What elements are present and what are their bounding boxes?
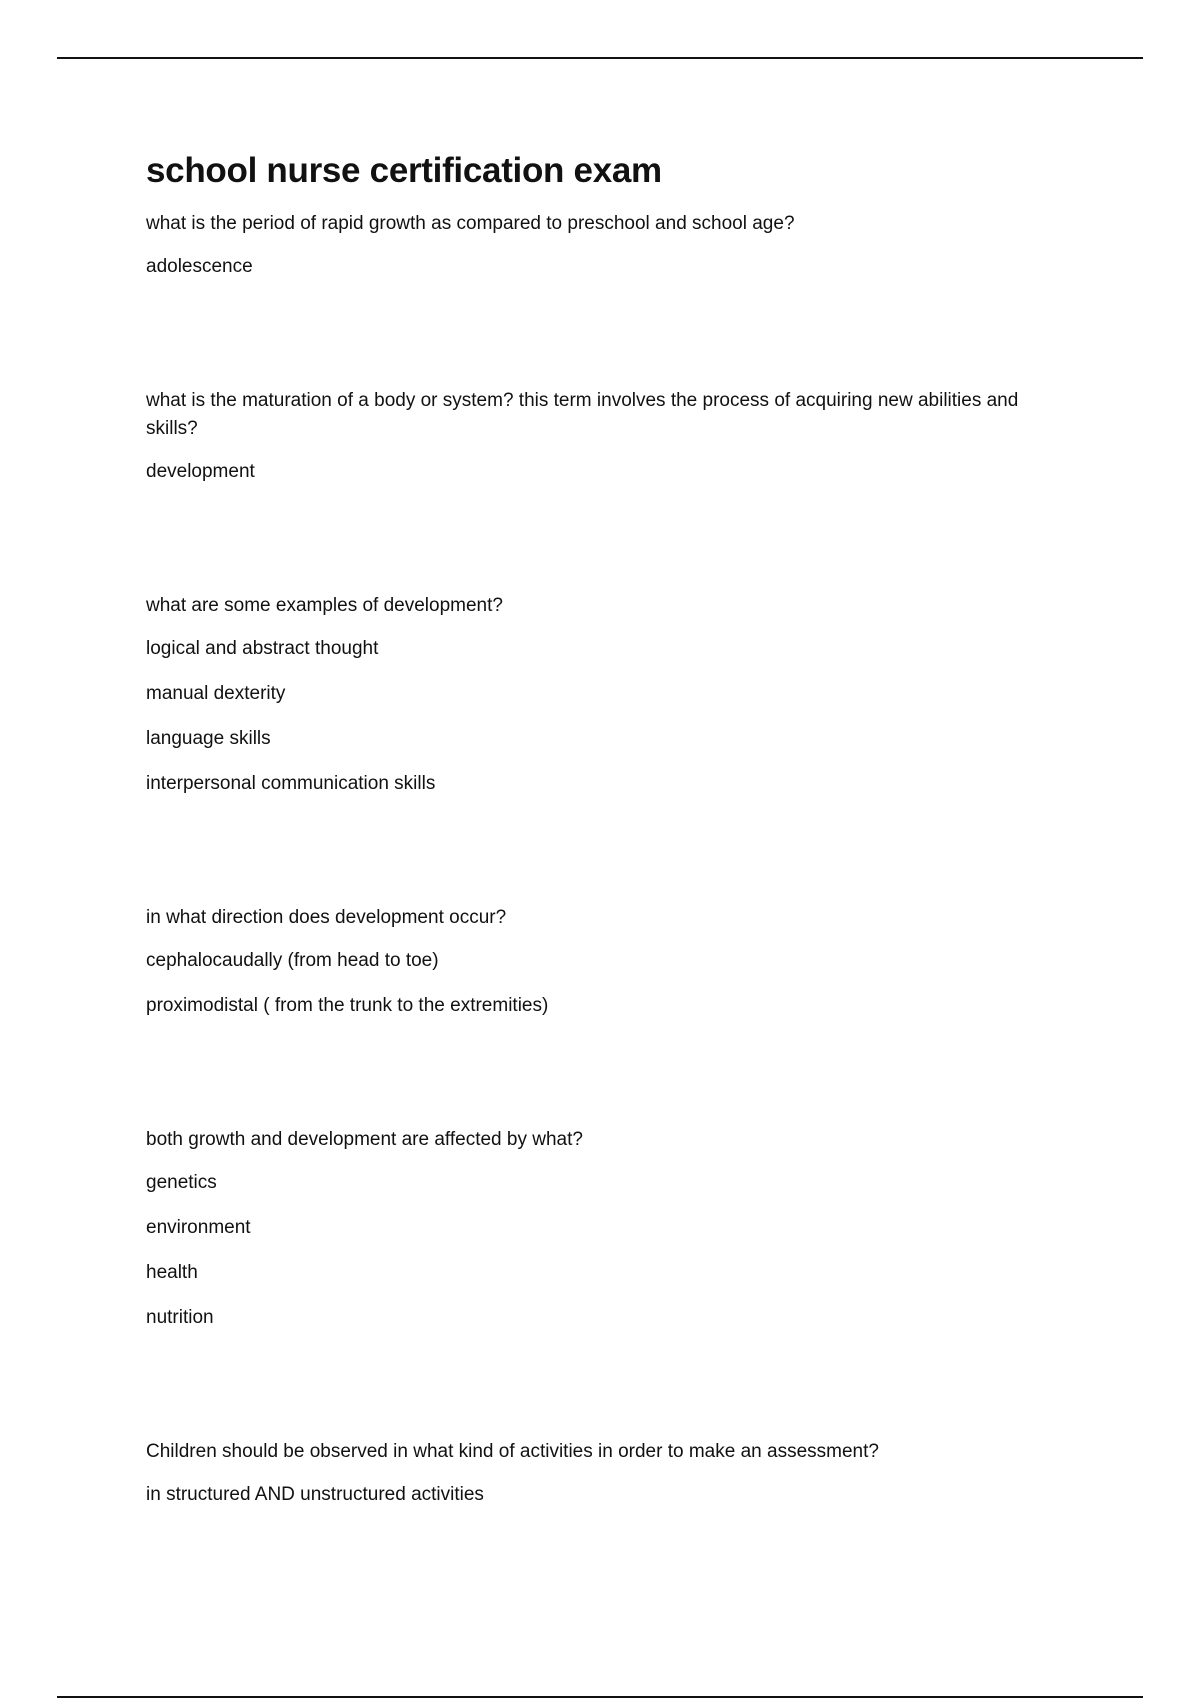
answer-text: cephalocaudally (from head to toe) bbox=[146, 950, 439, 971]
answer-text: language skills bbox=[146, 728, 271, 749]
answer-text: health bbox=[146, 1262, 198, 1283]
answer-list bbox=[146, 1169, 1066, 1332]
qa-item bbox=[146, 210, 1066, 281]
top-rule bbox=[57, 57, 1143, 59]
document-body bbox=[146, 148, 1066, 1509]
answer-list bbox=[146, 635, 1066, 798]
answer-list bbox=[146, 947, 1066, 1020]
qa-list bbox=[146, 210, 1066, 1509]
qa-item bbox=[146, 1438, 1066, 1509]
answer-text: logical and abstract thought bbox=[146, 638, 379, 659]
answer-text: genetics bbox=[146, 1172, 217, 1193]
answer-text: nutrition bbox=[146, 1307, 214, 1328]
qa-item bbox=[146, 904, 1066, 1020]
question-text: what is the period of rapid growth as compared to preschool and school age? bbox=[146, 213, 795, 234]
answer-text: proximodistal ( from the trunk to the extremities) bbox=[146, 995, 549, 1016]
answer-list bbox=[146, 458, 1066, 486]
qa-item bbox=[146, 387, 1066, 486]
bottom-rule bbox=[57, 1696, 1143, 1698]
answer-list bbox=[146, 253, 1066, 281]
question-text: both growth and development are affected by what? bbox=[146, 1129, 583, 1150]
question-text: in what direction does development occur? bbox=[146, 907, 507, 928]
answer-text: environment bbox=[146, 1217, 251, 1238]
answer-text: adolescence bbox=[146, 256, 253, 277]
answer-text: manual dexterity bbox=[146, 683, 286, 704]
question-text: what is the maturation of a body or system? this term involves the process of acquiring new abilities and skills? bbox=[146, 390, 1019, 439]
qa-item bbox=[146, 1126, 1066, 1332]
qa-item bbox=[146, 592, 1066, 798]
question-text: Children should be observed in what kind of activities in order to make an assessment? bbox=[146, 1441, 879, 1462]
answer-text: development bbox=[146, 461, 255, 482]
answer-text: in structured AND unstructured activities bbox=[146, 1484, 484, 1505]
answer-list bbox=[146, 1481, 1066, 1509]
question-text: what are some examples of development? bbox=[146, 595, 503, 616]
document-title: school nurse certification exam bbox=[146, 151, 662, 190]
answer-text: interpersonal communication skills bbox=[146, 773, 436, 794]
